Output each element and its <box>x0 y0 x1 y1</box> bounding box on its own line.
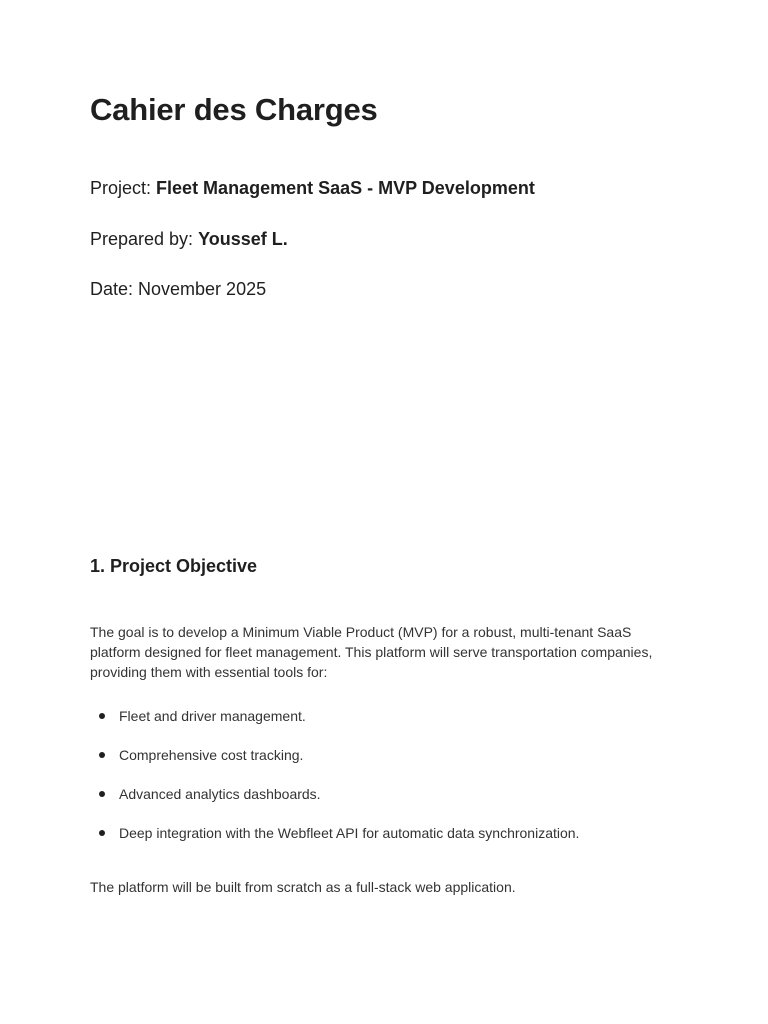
date-line: Date: November 2025 <box>90 279 267 299</box>
bullet-dot-icon <box>99 830 105 836</box>
prepared-by-line <box>90 229 288 250</box>
bullet-dot-icon <box>99 752 105 758</box>
document-title: Cahier des Charges <box>90 92 378 127</box>
list-item <box>90 706 690 745</box>
bullet-dot-icon <box>99 713 105 719</box>
objective-intro-paragraph: The goal is to develop a Minimum Viable Product (MVP) for a robust, multi-tenant SaaS platform designed for fleet management. This platform will serve transportation companies, providing them with essential tools for: <box>90 624 653 680</box>
objective-closing-paragraph: The platform will be built from scratch as a full-stack web application. <box>90 879 516 895</box>
bullet-dot-icon <box>99 791 105 797</box>
section-heading-project-objective: 1. Project Objective <box>90 556 258 576</box>
list-item-text: Deep integration with the Webfleet API for automatic data synchronization. <box>119 825 580 841</box>
list-item-text: Comprehensive cost tracking. <box>119 747 304 763</box>
prepared-label: Prepared by: <box>90 229 194 249</box>
prepared-value: Youssef L. <box>198 229 288 249</box>
list-item-text: Advanced analytics dashboards. <box>119 786 321 802</box>
objective-bullet-list <box>90 706 690 862</box>
list-item <box>90 784 690 823</box>
project-line <box>90 178 535 199</box>
project-value: Fleet Management SaaS - MVP Development <box>156 178 535 198</box>
list-item-text: Fleet and driver management. <box>119 708 306 724</box>
list-item <box>90 823 690 862</box>
project-label: Project: <box>90 178 152 198</box>
list-item <box>90 745 690 784</box>
